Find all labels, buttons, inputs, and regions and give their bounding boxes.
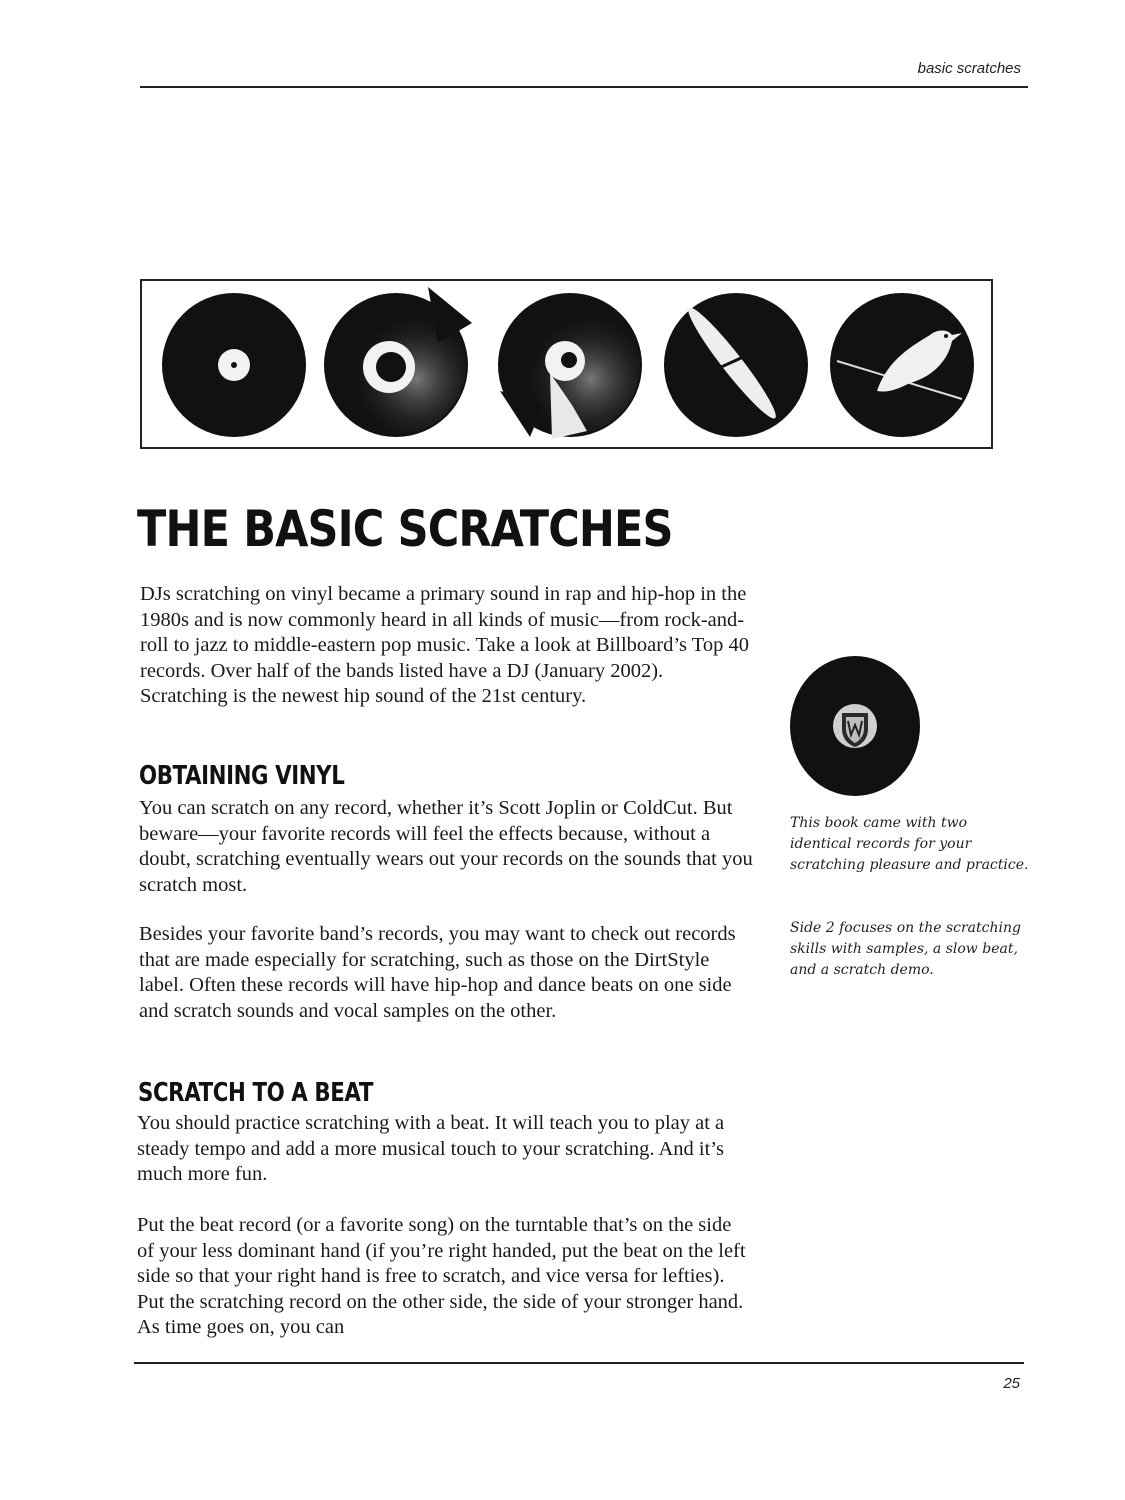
page-number: 25 [1003, 1375, 1020, 1392]
bird-record-icon [830, 293, 974, 437]
section-heading-obtaining-vinyl: OBTAINING VINYL [139, 761, 345, 791]
section-heading-scratch-to-a-beat: SCRATCH TO A BEAT [138, 1078, 373, 1108]
intro-paragraph: DJs scratching on vinyl became a primary sound in rap and hip-hop in the 1980s and is now commonly heard in all kinds of music—from rock-and-roll to jazz to middle-eastern pop music. Take a look at Billboard’s Top 40 records. Over half of the bands listed have a DJ (January 2002). Scratching is the newest hip sound of the 21st century. [140, 583, 749, 707]
backward-arrow-record-icon [498, 293, 642, 439]
scratch-records-banner [140, 279, 993, 449]
forward-arrow-record-icon [324, 287, 472, 437]
wb-record-icon [789, 655, 921, 797]
sidebar-caption-1: This book came with two identical records for your scratching pleasure and practice. [790, 815, 1029, 873]
running-head: basic scratches [917, 60, 1021, 77]
plain-record-icon [162, 293, 306, 437]
footer-rule [134, 1362, 1024, 1364]
scratch-to-a-beat-paragraph-2: Put the beat record (or a favorite song) on the turntable that’s on the side of your less dominant hand (if you’re right handed, put the beat on the left side so that your right hand is free to scratch, and vice versa for lefties). Put the scratching record on the other side, the side of your stronger hand. As time goes on, you can [137, 1214, 746, 1338]
header-rule [140, 86, 1028, 88]
sidebar-caption-2: Side 2 focuses on the scratching skills with samples, a slow beat, and a scratch demo. [790, 920, 1021, 978]
scratch-stroke-record-icon [664, 293, 808, 437]
page-title: THE BASIC SCRATCHES [137, 500, 673, 558]
scratch-to-a-beat-paragraph-1: You should practice scratching with a beat. It will teach you to play at a steady tempo and add a more musical touch to your scratching. And it’s much more fun. [137, 1112, 725, 1185]
obtaining-vinyl-paragraph-2: Besides your favorite band’s records, you may want to check out records that are made especially for scratching, such as those on the DirtStyle label. Often these records will have hip-hop and dance beats on one side and scratch sounds and vocal samples on the other. [139, 923, 736, 1022]
obtaining-vinyl-paragraph-1: You can scratch on any record, whether it’s Scott Joplin or ColdCut. But beware—your favorite records will feel the effects because, without a doubt, scratching eventually wears out your records on the sounds that you scratch most. [139, 797, 753, 896]
